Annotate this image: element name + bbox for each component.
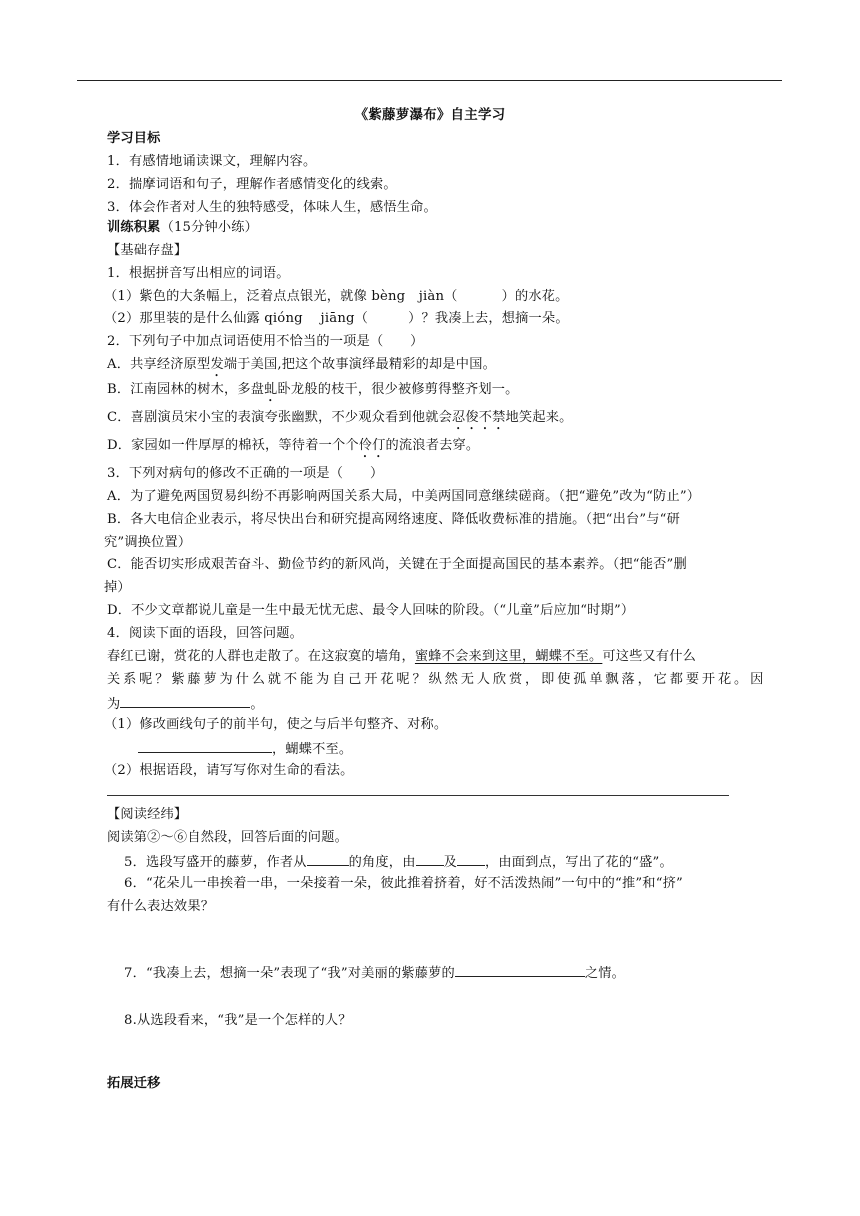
training-heading: 训练积累 <box>107 220 161 235</box>
passage-char: 都 <box>669 672 684 687</box>
goal-item: 1．有感情地诵读课文，理解内容。 <box>107 154 317 169</box>
basic-heading: 【基础存盘】 <box>107 243 188 258</box>
passage-char: 呢 <box>396 672 410 687</box>
question-4: 4．阅读下面的语段，回答问题。 <box>107 626 304 641</box>
passage-char: 系 <box>123 672 137 687</box>
underlined-sentence: 蜜蜂不会来到这里，蝴蝶不至。 <box>414 649 603 664</box>
passage-char: 不 <box>283 672 298 687</box>
passage-char: 呢 <box>139 672 153 687</box>
passage-char: 为 <box>219 672 233 687</box>
answer-line[interactable] <box>107 795 729 796</box>
answer-blank[interactable] <box>307 852 349 866</box>
reading-heading: 【阅读经纬】 <box>107 807 188 822</box>
passage-char: 藤 <box>187 672 201 687</box>
passage-char: 花 <box>380 672 394 687</box>
goal-item: 3．体会作者对人生的独特感受，体味人生，感悟生命。 <box>107 200 437 215</box>
question-4-sub-2: （2）根据语段，请写写你对生命的看法。 <box>104 763 354 778</box>
passage-char: 要 <box>685 672 700 687</box>
passage-char: 能 <box>299 672 314 687</box>
question-1-2: （2）那里装的是什么仙露 qióng jiāng（ ）？我凑上去，想摘一朵。 <box>104 311 569 326</box>
passage-char: 花 <box>717 672 732 687</box>
question-3-option-c: C．能否切实形成艰苦奋斗、勤俭节约的新风尚，关键在于全面提高国民的基本素养。（把“能否”删 <box>107 557 687 572</box>
extension-heading: 拓展迁移 <box>107 1076 161 1091</box>
passage-char: 赏 <box>508 672 523 687</box>
passage-char: 开 <box>364 672 378 687</box>
passage-char: 自 <box>332 672 346 687</box>
question-5: 5．选段写盛开的藤萝，作者从 的角度，由 及 ，由面到点，写出了花的“盛”。 <box>124 852 673 872</box>
passage-line-1: 春红已谢，赏花的人群也走散了。在这寂寞的墙角，蜜蜂不会来到这里，蝴蝶不至。可这些又有什么 <box>107 649 697 664</box>
passage-char: 它 <box>653 672 668 687</box>
passage-char: 。 <box>734 672 748 687</box>
passage-char: 为 <box>316 672 330 687</box>
question-3-option-b: B．各大电信企业表示，将尽快出台和研究提高网络速度、降低收费标准的措施。（把“出台”与“研 <box>107 512 681 527</box>
question-2-option-c: C．喜剧演员宋小宝的表演夸张幽默，不少观众看到他就会忍俊不禁地笑起来。 <box>107 410 573 425</box>
answer-blank[interactable] <box>455 963 585 977</box>
passage-char: 使 <box>557 672 571 687</box>
question-1-1: （1）紫色的大条幅上，泛着点点银光，就像 bèng jiàn（ ）的水花。 <box>104 289 569 304</box>
goals-heading: 学习目标 <box>107 131 161 146</box>
passage-char: ， <box>637 672 651 687</box>
question-6-cont: 有什么表达效果？ <box>107 899 215 914</box>
passage-char: 飘 <box>605 672 619 687</box>
question-2-option-a: A．共享经济原型发端于美国,把这个故事演绎最精彩的却是中国。 <box>107 357 496 372</box>
question-7: 7．“我凑上去，想摘一朵”表现了“我”对美丽的紫藤萝的 之情。 <box>124 963 625 983</box>
passage-char: 即 <box>541 672 555 687</box>
question-2-option-b: B．江南园林的树木，多盘虬卧龙般的枝干，很少被修剪得整齐划一。 <box>107 382 519 397</box>
passage-char: 己 <box>348 672 362 687</box>
passage-char: 就 <box>267 672 282 687</box>
question-8: 8.从选段看来，“我”是一个怎样的人？ <box>124 1013 352 1028</box>
passage-char: 人 <box>476 672 491 687</box>
page-title: 《紫藤萝瀑布》自主学习 <box>354 107 506 123</box>
passage-char: 关 <box>107 672 121 687</box>
training-heading-line <box>107 219 258 237</box>
passage-char: 萝 <box>203 672 217 687</box>
passage-char: 无 <box>460 672 475 687</box>
goal-item: 2．揣摩词语和句子，理解作者感情变化的线索。 <box>107 177 397 192</box>
question-2: 2．下列句子中加点词语使用不恰当的一项是（ ） <box>107 334 424 349</box>
passage-line-2 <box>107 671 764 689</box>
header-rule <box>77 80 782 81</box>
passage-char: ？ <box>412 672 426 687</box>
passage-char: 孤 <box>573 672 587 687</box>
passage-char: 么 <box>251 672 266 687</box>
answer-blank[interactable] <box>457 852 485 866</box>
question-3-option-d: D．不少文章都说儿童是一生中最无忧无虑、最令人回味的阶段。（“儿童”后应加“时期”） <box>107 603 635 618</box>
training-note: （15分钟小练） <box>160 220 259 235</box>
question-3-option-b-cont: 究”调换位置） <box>104 535 192 550</box>
question-4-sub-1-answer: ，蝴蝶不至。 <box>138 739 352 759</box>
passage-char: ？ <box>155 672 169 687</box>
passage-char: 紫 <box>171 672 185 687</box>
answer-blank[interactable] <box>120 694 250 708</box>
passage-char: 开 <box>701 672 716 687</box>
passage-char: 欣 <box>492 672 507 687</box>
answer-blank[interactable] <box>138 739 272 753</box>
question-1: 1．根据拼音写出相应的词语。 <box>107 266 290 281</box>
question-2-option-d: D．家园如一件厚厚的棉袄，等待着一个个伶仃的流浪者去穿。 <box>107 438 480 453</box>
passage-char: 单 <box>589 672 603 687</box>
passage-char: 因 <box>750 672 764 687</box>
reading-intro: 阅读第②～⑥自然段，回答后面的问题。 <box>107 830 348 845</box>
question-4-sub-1: （1）修改画线句子的前半句，使之与后半句整齐、对称。 <box>104 717 448 732</box>
passage-char: ， <box>525 672 539 687</box>
passage-char: 然 <box>444 672 459 687</box>
question-3-option-a: A．为了避免两国贸易纠纷不再影响两国关系大局，中美两国同意继续磋商。（把“避免”改为“防止”） <box>107 489 701 504</box>
passage-char: 纵 <box>428 672 442 687</box>
question-3-option-c-cont: 掉） <box>104 580 131 595</box>
question-6: 6．“花朵儿一串挨着一串，一朵接着一朵，彼此推着挤着，好不活泼热闹”一句中的“推”和“挤” <box>124 876 683 891</box>
passage-line-3: 为 。 <box>107 694 264 714</box>
answer-blank[interactable] <box>416 852 444 866</box>
passage-char: 什 <box>235 672 250 687</box>
passage-char: 落 <box>621 672 635 687</box>
question-3: 3．下列对病句的修改不正确的一项是（ ） <box>107 466 384 481</box>
